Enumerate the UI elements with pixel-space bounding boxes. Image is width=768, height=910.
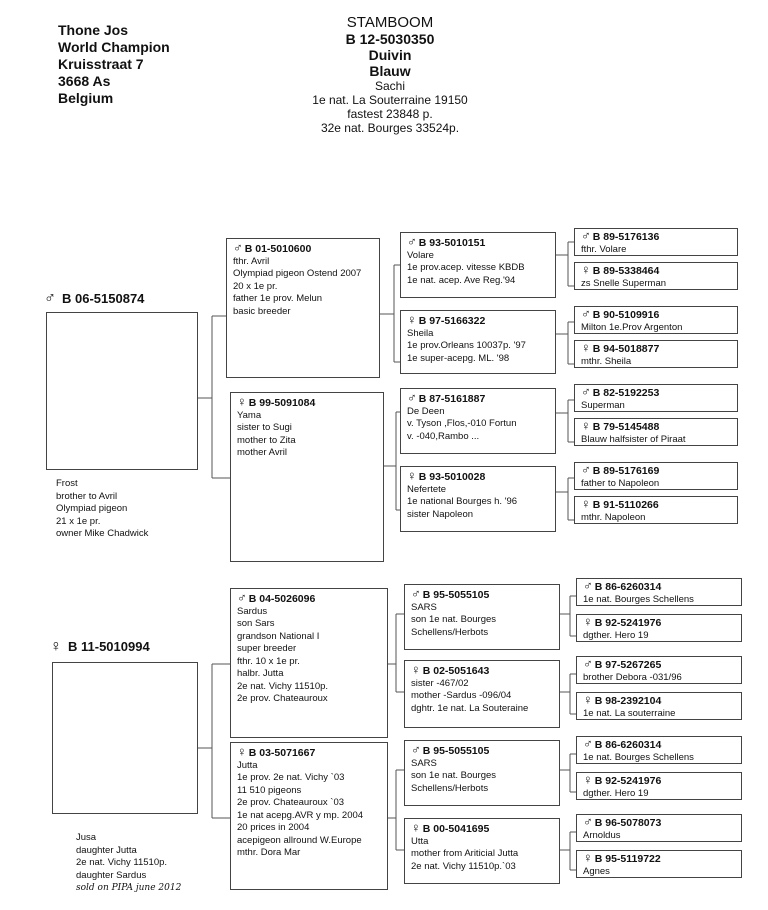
card-line: Volare	[407, 249, 434, 261]
male-icon: ♂	[407, 234, 417, 249]
card-line: dgther. Hero 19	[583, 787, 649, 799]
sire-info-line: owner Mike Chadwick	[56, 528, 149, 539]
card-line: mthr. Sheila	[581, 355, 632, 367]
card-line: dghtr. 1e nat. La Souteraine	[411, 702, 529, 714]
dam-info-line: daughter Sardus	[76, 869, 147, 881]
pedigree-card-gen4	[574, 418, 738, 446]
card-line: De Deen	[407, 405, 445, 417]
card-line: dgther. Hero 19	[583, 629, 649, 641]
card-line: Sardus	[237, 605, 268, 617]
male-icon: ♂	[233, 240, 243, 255]
card-line: 2e nat. Vichy 11510p.`03	[411, 860, 516, 872]
handwritten-note: sold on PIPA june 2012	[76, 883, 182, 893]
female-icon: ♀	[407, 468, 417, 483]
card-ring: B 95-5119722	[594, 853, 661, 865]
owner-name: Thone Jos	[58, 22, 129, 38]
card-ring: B 91-5110266	[592, 499, 659, 511]
card-ring: B 93-5010028	[418, 471, 486, 483]
subject-result: fastest 23848 p.	[347, 107, 433, 121]
card-line: 2e nat. Vichy 11510p.	[237, 680, 329, 692]
dam-info-line: daughter Jutta	[76, 844, 137, 856]
card-line: father 1e prov. Melun	[233, 293, 323, 304]
card-line: Schellens/Herbots	[411, 782, 489, 794]
card-line: Blauw halfsister of Piraat	[581, 433, 686, 445]
card-line: fthr. Avril	[233, 255, 270, 267]
card-line: sister to Sugi	[237, 422, 292, 433]
card-line: mthr. Dora Mar	[237, 847, 301, 858]
pedigree-card-sire-sire-sire	[400, 232, 556, 298]
card-line: brother Debora -031/96	[583, 671, 682, 683]
card-line: Superman	[581, 399, 625, 411]
subject-name: Sachi	[374, 79, 406, 93]
card-ring: B 89-5176136	[592, 231, 660, 243]
pedigree-card-gen4	[576, 736, 742, 764]
card-line: 11 510 pigeons	[237, 784, 302, 796]
pedigree-card-dam-sire	[230, 588, 388, 738]
owner-country: Belgium	[58, 90, 114, 106]
card-ring: B 01-5010600	[244, 243, 312, 255]
card-line: Yama	[237, 409, 262, 421]
male-icon: ♂	[583, 736, 593, 751]
card-ring: B 00-5041695	[422, 823, 490, 835]
card-ring: B 95-5055105	[422, 745, 490, 757]
card-ring: B 98-2392104	[594, 695, 662, 707]
card-line: Milton 1e.Prov Argenton	[581, 321, 683, 333]
card-line: Arnoldus	[583, 829, 621, 841]
card-line: 20 x 1e pr.	[233, 280, 278, 292]
pedigree-card-gen4	[576, 614, 742, 642]
card-ring: B 04-5026096	[248, 593, 316, 605]
pedigree-card-dam-sire-dam	[404, 660, 560, 728]
card-line: mother to Zita	[237, 434, 296, 446]
dam-info-line: 2e nat. Vichy 11510p.	[76, 857, 168, 868]
pedigree-card-gen4	[576, 692, 742, 720]
card-ring: B 90-5109916	[592, 309, 660, 321]
sire-ring: ♂ B 06-5150874	[44, 290, 145, 307]
sire-info-line: Olympiad pigeon	[56, 503, 128, 514]
sire-photo-frame	[46, 312, 198, 470]
pedigree-card-dam-dam	[230, 742, 388, 890]
card-line: SARS	[411, 601, 437, 613]
female-icon: ♀	[411, 820, 421, 835]
card-line: sister Napoleon	[407, 508, 474, 520]
card-line: son Sars	[237, 618, 275, 629]
female-icon: ♀	[581, 340, 591, 355]
male-icon: ♂	[411, 742, 421, 757]
card-ring: B 95-5055105	[422, 589, 490, 601]
card-line: 1e nat. Bourges Schellens	[583, 593, 694, 605]
card-line: Olympiad pigeon Ostend 2007	[233, 268, 362, 279]
card-line: mother Avril	[237, 447, 287, 458]
female-icon: ♀	[407, 312, 417, 327]
card-line: Sheila	[407, 327, 434, 339]
card-ring: B 86-6260314	[594, 581, 662, 593]
pedigree-card-dam-dam-dam	[404, 818, 560, 884]
sire-info-line: Frost	[56, 478, 78, 489]
card-line: 1e nat acepg.AVR y mp. 2004	[237, 809, 364, 821]
page-title: STAMBOOM	[346, 14, 434, 31]
subject-ring: B 12-5030350	[345, 31, 435, 47]
pedigree-card-sire-sire-dam	[400, 310, 556, 374]
male-icon: ♂	[581, 384, 591, 399]
pedigree-card-dam-dam-sire	[404, 740, 560, 806]
subject-sex: Duivin	[368, 47, 412, 63]
card-line: sister -467/02	[411, 677, 469, 689]
subject-result: 1e nat. La Souterraine 19150	[312, 93, 468, 107]
card-line: Schellens/Herbots	[411, 626, 489, 638]
female-icon: ♀	[583, 772, 593, 787]
card-line: mthr. Napoleon	[581, 511, 646, 523]
card-line: son 1e nat. Bourges	[411, 770, 497, 781]
card-line: 1e nat. Bourges Schellens	[583, 751, 694, 763]
female-icon: ♀	[411, 662, 421, 677]
pedigree-card-gen4	[574, 306, 738, 334]
female-icon: ♀	[583, 850, 593, 865]
card-ring: B 82-5192253	[592, 387, 660, 399]
card-ring: B 97-5166322	[418, 315, 486, 327]
pedigree-card-sire-dam	[230, 392, 384, 562]
female-icon: ♀	[50, 638, 62, 655]
card-ring: B 97-5267265	[594, 659, 662, 671]
card-line: 1e nat. La souterraine	[583, 707, 676, 719]
card-line: son 1e nat. Bourges	[411, 614, 497, 625]
card-line: halbr. Jutta	[237, 668, 284, 679]
male-icon: ♂	[581, 306, 591, 321]
dam-ring: ♀ B 11-5010994	[50, 638, 150, 655]
card-line: acepigeon allround W.Europe	[237, 834, 362, 846]
card-line: 1e prov.acep. vitesse KBDB	[407, 262, 525, 273]
card-line: fthr. Volare	[581, 243, 627, 255]
pedigree-card-sire-dam-dam	[400, 466, 556, 532]
card-ring: B 79-5145488	[592, 421, 660, 433]
dam-info	[76, 832, 181, 895]
pedigree-card-gen4	[574, 496, 738, 524]
male-icon: ♂	[583, 814, 593, 829]
sire-info-line: 21 x 1e pr.	[56, 515, 101, 527]
card-ring: B 89-5338464	[592, 265, 660, 277]
card-line: mother from Ariticial Jutta	[411, 848, 519, 859]
female-icon: ♀	[237, 744, 247, 759]
male-icon: ♂	[237, 590, 247, 605]
card-ring: B 96-5078073	[594, 817, 662, 829]
card-line: SARS	[411, 757, 437, 769]
card-line: Jutta	[237, 759, 258, 771]
card-ring: B 92-5241976	[594, 617, 662, 629]
owner-title: World Champion	[58, 39, 170, 55]
female-icon: ♀	[581, 418, 591, 433]
card-line: 1e prov.Orleans 10037p. '97	[407, 340, 526, 351]
card-line: mother -Sardus -096/04	[411, 690, 512, 701]
card-line: 1e national Bourges h. '96	[407, 496, 518, 507]
sire-info-line: brother to Avril	[56, 490, 118, 502]
male-icon: ♂	[407, 390, 417, 405]
card-line: 2e prov. Chateauroux	[237, 693, 328, 704]
male-icon: ♂	[581, 462, 591, 477]
dam-info-line: Jusa	[76, 832, 97, 843]
card-line: 1e super-acepg. ML. '98	[407, 352, 510, 364]
male-icon: ♂	[583, 656, 593, 671]
subject-color: Blauw	[369, 63, 411, 79]
pedigree-card-gen4	[574, 228, 738, 256]
pedigree-card-sire-dam-sire	[400, 388, 556, 454]
female-icon: ♀	[581, 496, 591, 511]
card-line: 20 prices in 2004	[237, 822, 310, 833]
female-icon: ♀	[581, 262, 591, 277]
owner-street: Kruisstraat 7	[58, 56, 144, 72]
male-icon: ♂	[583, 578, 593, 593]
card-line: 1e prov. 2e nat. Vichy `03	[237, 772, 345, 783]
card-line: v. -040,Rambo ...	[407, 430, 480, 442]
card-line: Agnes	[583, 865, 610, 877]
card-ring: B 86-6260314	[594, 739, 662, 751]
pedigree-card-sire-sire	[226, 238, 380, 378]
card-line: Nefertete	[407, 483, 447, 495]
sire-info	[56, 478, 148, 541]
pedigree-card-gen4	[574, 340, 738, 368]
subject-result: 32e nat. Bourges 33524p.	[320, 121, 460, 135]
card-line: zs Snelle Superman	[581, 277, 667, 289]
female-icon: ♀	[583, 692, 593, 707]
pedigree-card-gen4	[574, 262, 738, 290]
card-line: v. Tyson ,Flos,-010 Fortun	[407, 418, 517, 429]
pedigree-card-gen4	[576, 814, 742, 842]
pedigree-card-dam-sire-sire	[404, 584, 560, 650]
card-ring: B 92-5241976	[594, 775, 662, 787]
pedigree-card-gen4	[576, 772, 742, 800]
card-ring: B 03-5071667	[248, 747, 316, 759]
card-ring: B 93-5010151	[418, 237, 486, 249]
pedigree-card-gen4	[576, 578, 742, 606]
pedigree-card-gen4	[574, 384, 738, 412]
pedigree-card-gen4	[576, 850, 742, 878]
dam-photo-frame	[52, 662, 198, 814]
card-ring: B 89-5176169	[592, 465, 660, 477]
card-ring: B 99-5091084	[248, 397, 316, 409]
male-icon: ♂	[581, 228, 591, 243]
card-line: fthr. 10 x 1e pr.	[237, 655, 300, 667]
card-line: father to Napoleon	[581, 477, 660, 489]
card-line: Utta	[411, 835, 429, 847]
card-line: super breeder	[237, 643, 297, 654]
male-icon: ♂	[44, 290, 56, 307]
card-line: 2e prov. Chateauroux `03	[237, 797, 345, 808]
card-line: basic breeder	[233, 305, 291, 317]
owner-city: 3668 As	[58, 73, 111, 89]
female-icon: ♀	[583, 614, 593, 629]
pedigree-card-gen4	[574, 462, 738, 490]
card-ring: B 94-5018877	[592, 343, 660, 355]
male-icon: ♂	[411, 586, 421, 601]
card-ring: B 02-5051643	[422, 665, 490, 677]
pedigree-card-gen4	[576, 656, 742, 684]
female-icon: ♀	[237, 394, 247, 409]
card-line: grandson National I	[237, 630, 320, 642]
card-ring: B 87-5161887	[418, 393, 486, 405]
card-line: 1e nat. acep. Ave Reg.'94	[407, 274, 516, 286]
